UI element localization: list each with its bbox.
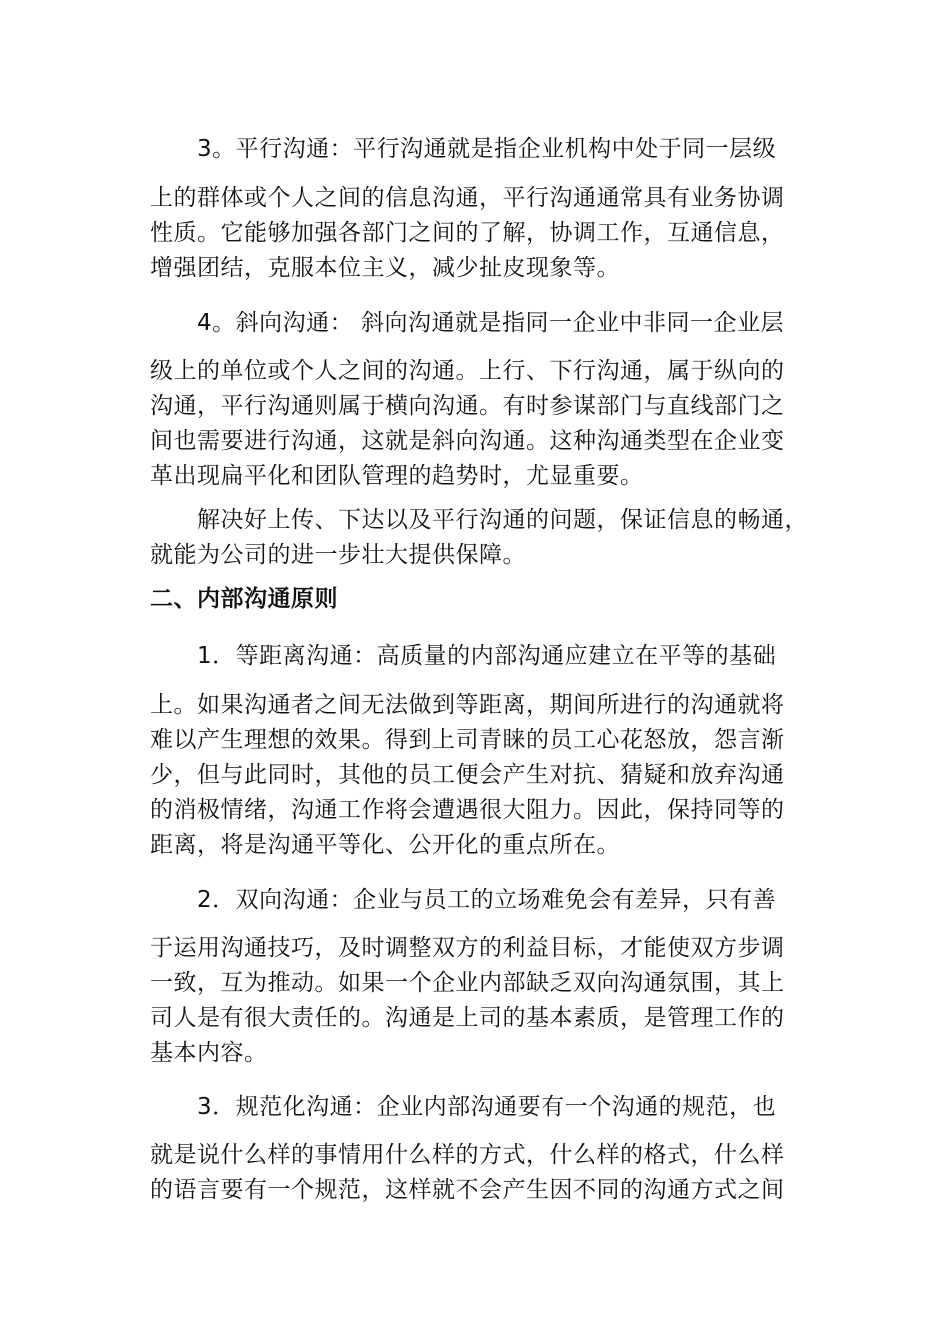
paragraph-2-line-5: 革出现扁平化和团队管理的趋势时，尤显重要。: [150, 463, 644, 489]
paragraph-4-line-6: 距离，将是沟通平等化、公开化的重点所在。: [150, 832, 620, 858]
paragraph-1-line-2: 上的群体或个人之间的信息沟通，平行沟通通常具有业务协调: [150, 185, 785, 211]
paragraph-2-line-2: 级上的单位或个人之间的沟通。上行、下行沟通，属于纵向的: [150, 358, 785, 384]
paragraph-1-line-4: 增强团结，克服本位主义，减少扯皮现象等。: [150, 255, 620, 281]
paragraph-6-line-2: 就是说什么样的事情用什么样的方式，什么样的格式，什么样: [150, 1142, 785, 1168]
paragraph-4-line-5: 的消极情绪，沟通工作将会遭遇很大阻力。因此，保持同等的: [150, 797, 785, 823]
paragraph-5-line-4: 司人是有很大责任的。沟通是上司的基本素质，是管理工作的: [150, 1005, 785, 1031]
paragraph-6-line-1: 3．规范化沟通：企业内部沟通要有一个沟通的规范，也: [197, 1094, 777, 1120]
paragraph-5-line-5: 基本内容。: [150, 1040, 268, 1066]
paragraph-5-line-2: 于运用沟通技巧，及时调整双方的利益目标，才能使双方步调: [150, 935, 785, 961]
paragraph-4-line-2: 上。如果沟通者之间无法做到等距离，期间所进行的沟通就将: [150, 692, 785, 718]
paragraph-4-line-1: 1．等距离沟通：高质量的内部沟通应建立在平等的基础: [197, 643, 777, 669]
paragraph-2-line-4: 间也需要进行沟通，这就是斜向沟通。这种沟通类型在企业变: [150, 428, 785, 454]
paragraph-5-line-1: 2．双向沟通：企业与员工的立场难免会有差异，只有善: [197, 887, 777, 913]
paragraph-6-line-3: 的语言要有一个规范，这样就不会产生因不同的沟通方式之间: [150, 1177, 785, 1203]
paragraph-1-line-3: 性质。它能够加强各部门之间的了解，协调工作，互通信息，: [150, 220, 785, 246]
paragraph-2-line-3: 沟通，平行沟通则属于横向沟通。有时参谋部门与直线部门之: [150, 393, 785, 419]
section-heading: 二、内部沟通原则: [150, 586, 338, 612]
paragraph-3-line-1: 解决好上传、下达以及平行沟通的问题，保证信息的畅通，: [197, 507, 808, 533]
paragraph-1-line-1: 3。平行沟通：平行沟通就是指企业机构中处于同一层级: [197, 136, 777, 162]
paragraph-5-line-3: 一致，互为推动。如果一个企业内部缺乏双向沟通氛围，其上: [150, 970, 785, 996]
paragraph-4-line-4: 少，但与此同时，其他的员工便会产生对抗、猜疑和放弃沟通: [150, 762, 785, 788]
paragraph-4-line-3: 难以产生理想的效果。得到上司青睐的员工心花怒放，怨言渐: [150, 727, 785, 753]
paragraph-3-line-2: 就能为公司的进一步壮大提供保障。: [150, 542, 526, 568]
paragraph-2-line-1: 4。斜向沟通： 斜向沟通就是指同一企业中非同一企业层: [197, 310, 784, 336]
